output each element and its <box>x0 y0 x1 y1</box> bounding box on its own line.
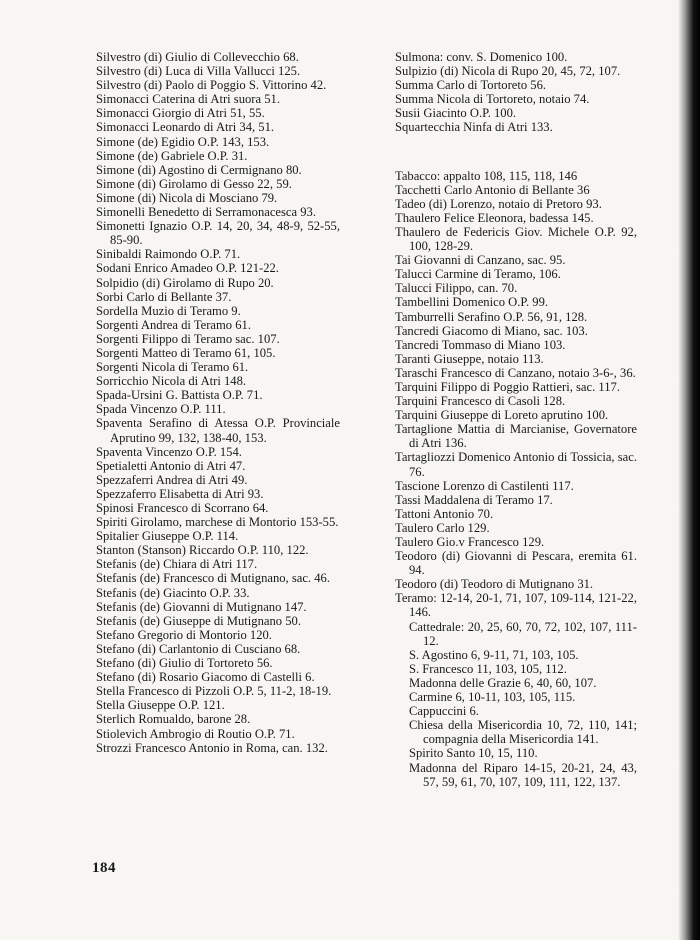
index-entry: Simone (di) Agostino di Cermignano 80. <box>96 162 302 177</box>
index-entry: Sordella Muzio di Teramo 9. <box>96 303 241 318</box>
index-entry: Strozzi Francesco Antonio in Roma, can. 132. <box>96 740 328 755</box>
index-entry: Stefano (di) Giulio di Tortoreto 56. <box>96 656 273 671</box>
index-entry: Spitalier Giuseppe O.P. 114. <box>96 529 239 544</box>
index-entry: Silvestro (di) Paolo di Poggio S. Vittorino 42. <box>96 78 327 93</box>
index-entry: Taulero Carlo 129. <box>395 520 490 535</box>
index-entry: Sorgenti Filippo di Teramo sac. 107. <box>96 331 280 346</box>
index-entry: Tartagliozzi Domenico Antonio di Tossicia, sac. 76. <box>395 450 637 479</box>
index-entry: Taranti Giuseppe, notaio 113. <box>395 351 544 366</box>
index-entry: Stefanis (de) Giovanni di Mutignano 147. <box>96 599 307 614</box>
index-entry: Spinosi Francesco di Scorrano 64. <box>96 501 269 515</box>
index-entry: Simone (di) Girolamo di Gesso 22, 59. <box>96 176 292 191</box>
index-entry: Squartecchia Ninfa di Atri 133. <box>395 120 553 135</box>
index-entry: Sorgenti Andrea di Teramo 61. <box>96 317 251 332</box>
index-entry: Tattoni Antonio 70. <box>395 506 494 521</box>
index-entry: Sorgenti Nicola di Teramo 61. <box>96 360 249 375</box>
index-entry: Summa Carlo di Tortoreto 56. <box>395 78 547 93</box>
index-entry: Silvestro (di) Luca di Villa Vallucci 125. <box>96 64 301 79</box>
index-entry: Summa Nicola di Tortoreto, notaio 74. <box>395 92 590 107</box>
index-entry: Tancredi Giacomo di Miano, sac. 103. <box>395 323 588 338</box>
index-entry: Simone (di) Nicola di Mosciano 79. <box>96 190 278 205</box>
index-subentry: S. Agostino 6, 9-11, 71, 103, 105. <box>409 647 579 662</box>
index-entry: Sodani Enrico Amadeo O.P. 121-22. <box>96 261 279 276</box>
index-entry: Susii Giacinto O.P. 100. <box>395 106 517 121</box>
index-entry: Spaventa Serafino di Atessa O.P. Provinciale Aprutino 99, 132, 138-40, 153. <box>96 416 340 445</box>
index-entry: Stiolevich Ambrogio di Routio O.P. 71. <box>96 726 295 741</box>
index-entry: Tarquini Francesco di Casoli 128. <box>395 394 566 409</box>
index-entry: Sulmona: conv. S. Domenico 100. <box>395 50 568 64</box>
index-entry: Spezzaferri Andrea di Atri 49. <box>96 472 248 487</box>
index-entry: Sterlich Romualdo, barone 28. <box>96 712 251 727</box>
page-edge-shadow <box>678 0 700 940</box>
index-subentry: Carmine 6, 10-11, 103, 105, 115. <box>409 690 576 705</box>
index-entry: Tambellini Domenico O.P. 99. <box>395 295 549 310</box>
page-number: 184 <box>92 860 116 876</box>
index-subentry: Cappuccini 6. <box>409 704 479 719</box>
index-entry: Teodoro (di) Teodoro di Mutignano 31. <box>395 577 594 592</box>
index-column-right <box>395 50 637 789</box>
index-entry: Simonacci Leonardo di Atri 34, 51. <box>96 120 275 135</box>
index-entry: Stefanis (de) Francesco di Mutignano, sac. 46. <box>96 571 330 586</box>
index-entry: Stefanis (de) Chiara di Atri 117. <box>96 557 258 572</box>
index-entry: Spaventa Vincenzo O.P. 154. <box>96 444 242 459</box>
index-entry: Stanton (Stanson) Riccardo O.P. 110, 122. <box>96 543 309 558</box>
index-entry: Stella Giuseppe O.P. 121. <box>96 698 225 713</box>
index-entry: Spezzaferro Elisabetta di Atri 93. <box>96 486 264 501</box>
index-entry: Simone (de) Egidio O.P. 143, 153. <box>96 134 270 149</box>
index-entry: Tamburrelli Serafino O.P. 56, 91, 128. <box>395 309 588 324</box>
index-entry: Tascione Lorenzo di Castilenti 117. <box>395 478 574 493</box>
index-entry: Talucci Filippo, can. 70. <box>395 281 518 296</box>
index-entry: Spada Vincenzo O.P. 111. <box>96 402 226 417</box>
index-entry: Simonetti Ignazio O.P. 14, 20, 34, 48-9, 52-55, 85-90. <box>96 219 340 248</box>
index-entry: Tarquini Giuseppe di Loreto aprutino 100. <box>395 408 609 423</box>
index-entry: Silvestro (di) Giulio di Collevecchio 68. <box>96 50 299 64</box>
index-entry: Sorricchio Nicola di Atri 148. <box>96 374 247 389</box>
index-entry: Stella Francesco di Pizzoli O.P. 5, 11-2, 18-19. <box>96 684 332 699</box>
index-entry: Stefano (di) Carlantonio di Cusciano 68. <box>96 641 301 656</box>
index-entry: Spada-Ursini G. Battista O.P. 71. <box>96 388 263 403</box>
index-entry: Simonelli Benedetto di Serramonacesca 93. <box>96 205 316 220</box>
index-subentry: Chiesa della Misericordia 10, 72, 110, 141; compagnia della Misericordia 141. <box>409 718 637 747</box>
index-entry: Tadeo (di) Lorenzo, notaio di Pretoro 93. <box>395 196 602 211</box>
index-entry: Tabacco: appalto 108, 115, 118, 146 <box>395 168 578 183</box>
index-entry: Sulpizio (di) Nicola di Rupo 20, 45, 72, 107. <box>395 64 621 79</box>
index-entry: Thaulero Felice Eleonora, badessa 145. <box>395 210 594 225</box>
index-subentry: Cattedrale: 20, 25, 60, 70, 72, 102, 107, 111-12. <box>409 619 637 648</box>
index-subentry: Spirito Santo 10, 15, 110. <box>409 746 538 761</box>
index-entry: Simone (de) Gabriele O.P. 31. <box>96 148 248 163</box>
index-entry: Tancredi Tommaso di Miano 103. <box>395 337 566 352</box>
index-entry: Stefano Gregorio di Montorio 120. <box>96 627 272 642</box>
index-entry: Teodoro (di) Giovanni di Pescara, eremita 61. 94. <box>395 549 637 578</box>
index-entry: Sinibaldi Raimondo O.P. 71. <box>96 247 241 262</box>
index-entry: Taulero Gio.v Francesco 129. <box>395 535 545 549</box>
index-entry: Tai Giovanni di Canzano, sac. 95. <box>395 253 566 268</box>
index-entry: Tassi Maddalena di Teramo 17. <box>395 492 553 507</box>
index-entry: Tacchetti Carlo Antonio di Bellante 36 <box>395 182 590 197</box>
index-entry: Tartaglione Mattia di Marcianise, Governatore di Atri 136. <box>395 422 637 451</box>
index-entry: Teramo: 12-14, 20-1, 71, 107, 109-114, 121-22, 146. <box>395 591 637 620</box>
index-entry: Tarquini Filippo di Poggio Rattieri, sac. 117. <box>395 379 620 394</box>
index-entry: Spiriti Girolamo, marchese di Montorio 153-55. <box>96 515 339 530</box>
index-entry: Sorbi Carlo di Bellante 37. <box>96 289 232 304</box>
index-subentry: Madonna delle Grazie 6, 40, 60, 107. <box>409 675 597 690</box>
index-entry: Simonacci Caterina di Atri suora 51. <box>96 92 280 107</box>
index-entry: Sorgenti Matteo di Teramo 61, 105. <box>96 345 276 360</box>
index-entry: Solpidio (di) Girolamo di Rupo 20. <box>96 275 274 290</box>
index-subentry: Madonna del Riparo 14-15, 20-21, 24, 43, 57, 59, 61, 70, 107, 109, 111, 122, 137. <box>409 760 637 789</box>
index-entry: Stefanis (de) Giuseppe di Mutignano 50. <box>96 613 301 628</box>
index-entry: Simonacci Giorgio di Atri 51, 55. <box>96 106 265 121</box>
section-gap <box>395 135 637 169</box>
index-entry: Talucci Carmine di Teramo, 106. <box>395 267 561 282</box>
index-subentry: S. Francesco 11, 103, 105, 112. <box>409 661 567 676</box>
index-entry: Thaulero de Federicis Giov. Michele O.P. 92, 100, 128-29. <box>395 224 637 254</box>
index-entry: Stefano (di) Rosario Giacomo di Castelli 6. <box>96 670 315 685</box>
index-entry: Taraschi Francesco di Canzano, notaio 3-6-, 36. <box>395 365 636 380</box>
index-column-left <box>96 50 340 755</box>
index-entry: Stefanis (de) Giacinto O.P. 33. <box>96 585 250 600</box>
index-entry: Spetialetti Antonio di Atri 47. <box>96 458 246 473</box>
